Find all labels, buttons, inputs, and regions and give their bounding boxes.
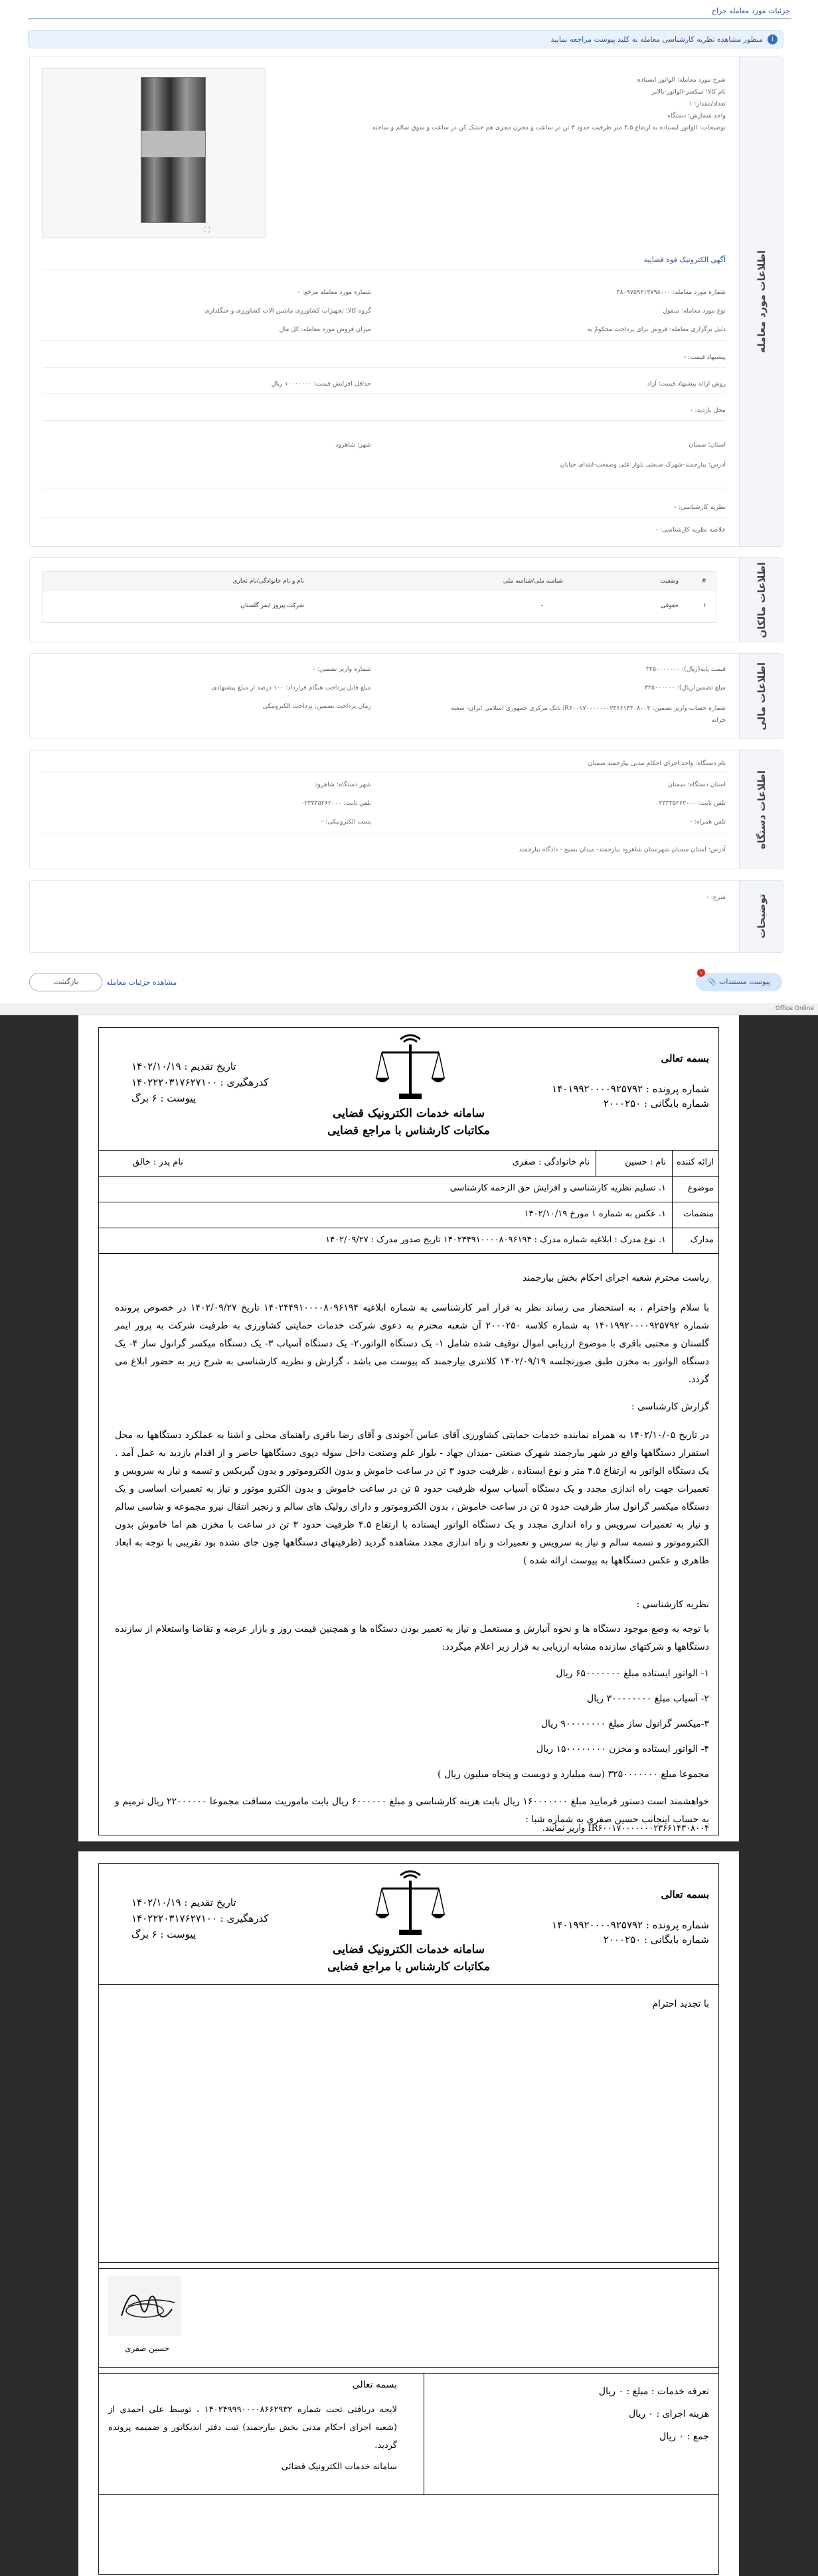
- valuation-item: ۲- آسیاب مبلغ ۳۰۰۰۰۰۰۰۰ ریال: [587, 1693, 709, 1704]
- section-heading: نظریه کارشناسی :: [636, 1599, 709, 1610]
- doc-org: سامانه خدمات الکترونیک قضایی: [332, 1107, 485, 1120]
- item-field: گروه کالا: تجهیزات کشاورزی ماشین آلات کشاورزی و جنگلداری: [204, 307, 371, 315]
- fee-total: جمع : ۰ ریال: [659, 2431, 709, 2442]
- doc-org: سامانه خدمات الکترونیک قضایی: [332, 1943, 485, 1956]
- document-viewer[interactable]: [0, 1015, 818, 2576]
- receipt-text: لایحه دریافتی تحت شماره ۱۴۰۲۴۹۹۹۰۰۰۰۸۶۶۲۹۳۲ ، توسط علی احمدی از (شعبه اجرای احکام مدنی بخش بیارجمند) ثبت دفتر اندیکاتور و ضمیمه پرونده گردید.: [108, 2405, 398, 2451]
- expand-icon[interactable]: ⛶: [204, 226, 210, 234]
- addressee: ریاست محترم شعبه اجرای احکام بخش بیارجمند: [522, 1273, 709, 1283]
- finance-field: شماره حساب واریز تضمین: IR۶۰۰۱۷۰۰۰۰۰۰۰۲۳۶۶۱۴۳۰۸۰۰۴ بانک مرکزی جمهوری اسلامی ایران- شعبه خزانه: [451, 705, 726, 724]
- document-page: [78, 1851, 739, 2576]
- info-alert: [28, 30, 783, 48]
- provider-last-name: نام خانوادگی : صفری: [512, 1157, 590, 1167]
- doc-org2: مکاتبات کارشناس با مراجع قضایی: [327, 1124, 490, 1137]
- execution-cost: هزینه اجرای : ۰ ریال: [629, 2409, 709, 2419]
- table-header: # وضعیت شناسه ملی/شناسه ملی نام و نام خانوادگی/نام تجاری: [42, 572, 716, 591]
- document-page: [78, 1015, 739, 1841]
- item-field: استان: سمنان: [689, 441, 726, 449]
- signature-box: [98, 2268, 719, 2368]
- doc-archive-number: شماره بایگانی : ۲۰۰۰۲۵۰: [603, 1098, 709, 1109]
- unit-field: تلفن ثابت: ۰۲۳۳۳۵۲۶۲۰۰۰: [301, 800, 371, 807]
- valuation-item: ۴- الواتور ایستاده و مخزن ۱۵۰۰۰۰۰۰۰۰ ریال: [536, 1744, 709, 1754]
- item-field: روش ارائه پیشنهاد قیمت: آزاد: [647, 380, 726, 388]
- unit-field: آدرس: استان سمنان شهرستان شاهرود بیارجمند- میدان بسیج - دادگاه بیارجمند: [519, 846, 726, 853]
- item-field: نوع مورد معامله: منقول: [663, 307, 726, 315]
- item-info-sidebar: اطلاعات مورد معامله: [739, 56, 783, 546]
- notes-sidebar: توضیحات: [739, 881, 783, 952]
- subject: ۱. تسلیم نظریه کارشناسی و افزایش حق الزحمه کارشناسی: [450, 1183, 666, 1193]
- doc-case-number: شماره پرونده : ۱۴۰۱۹۹۲۰۰۰۰۹۲۵۷۹۲: [552, 1919, 709, 1931]
- breadcrumb: جزئیات مورد معامله حراج: [711, 7, 790, 15]
- finance-sidebar: اطلاعات مالی: [739, 654, 783, 739]
- doc-date: تاریخ تقدیم : ۱۴۰۲/۱۰/۱۹: [131, 1896, 236, 1908]
- unit-field: استان دستگاه: سمنان: [668, 781, 726, 788]
- finance-card: [29, 653, 783, 739]
- provider-father: نام پدر : خالق: [133, 1157, 183, 1167]
- documents: ۱. نوع مدرک : ابلاغیه شماره مدرک : ۱۴۰۲۴۴۹۱۰۰۰۰۸۰۹۶۱۹۴ تاریخ صدور مدرک : ۱۴۰۲/۰۹/۲۷: [325, 1235, 666, 1245]
- service-fee: تعرفه خدمات : مبلغ : ۰ ریال: [598, 2386, 709, 2397]
- item-field: واحد شمارش: دستگاه: [667, 112, 726, 119]
- ad-link[interactable]: آگهی الکترونیک قوه قضاییه: [643, 255, 726, 264]
- receipt-org: سامانه خدمات الکترونیک قضائی: [282, 2462, 397, 2472]
- owners-sidebar: اطلاعات مالکان: [739, 558, 783, 642]
- paperclip-icon: 📎: [707, 977, 717, 986]
- signer-name: حسین صفری: [125, 2344, 169, 2353]
- item-field: نام کالا: میکسر-الواتور-بالابر: [651, 88, 726, 96]
- item-field: محل بازدید: -: [690, 407, 726, 414]
- item-field: میزان فروش مورد معامله: کل مال: [279, 326, 371, 333]
- item-field: حداقل افزایش قیمت: ۱۰۰۰۰۰۰۰ ریال: [271, 380, 371, 388]
- attachments-button[interactable]: پیوست مستندات 📎: [696, 973, 782, 991]
- closing-box: [98, 1984, 719, 2263]
- item-field: توضیحات: الواتور ایستاده به ارتفاع ۴.۵ متر ظرفیت حدود ۳ تن در ساعت و مخزن مجزی هم خشک کن در ساعت و سوق سالم و ساخته: [372, 124, 726, 131]
- doc-case-number: شماره پرونده : ۱۴۰۱۹۹۲۰۰۰۰۹۲۵۷۹۲: [552, 1083, 709, 1095]
- sheba-number: IR۶۰۰۱۷۰۰۰۰۰۰۰۲۳۶۶۱۴۳۰۸۰۰۴ واریز نمایند.: [542, 1824, 709, 1833]
- row-label: منضمات: [683, 1209, 714, 1219]
- paragraph: با توجه به وضع موجود دستگاه ها و نحوه آنبارش و مستعمل و نیاز به تعمیر بودن دستگاه ها و همچنین قیمت روز و بازار عرضه و تقاضا واستعلام از سازنده دستگاهها و شرکتهای سازنده مشابه ارزیابی به قرار زیر اعلام میگردد:: [115, 1624, 709, 1652]
- owners-table: [42, 571, 716, 623]
- item-image: [141, 77, 206, 223]
- row-label: مدارک: [690, 1235, 714, 1245]
- doc-bism: بسمه تعالی: [661, 1889, 709, 1900]
- item-field: نظریه کارشناسی: -: [674, 504, 726, 511]
- section-heading: گزارش کارشناسی :: [631, 1401, 709, 1412]
- provider-name: نام : حسین: [625, 1157, 666, 1167]
- signature-image: [108, 2276, 181, 2336]
- row-label: موضوع: [687, 1183, 714, 1193]
- item-field: دلیل برگزاری معامله: فروش برای پرداخت محکومٌ به: [587, 326, 726, 333]
- item-field: پیشنهاد قیمت: -: [683, 354, 726, 361]
- closing-greeting: با تجدید احترام: [652, 1999, 709, 2009]
- doc-attach: پیوست : ۶ برگ: [131, 1092, 197, 1104]
- enclosures: ۱. عکس به شماره ۱ مورخ ۱۴۰۲/۱۰/۱۹: [524, 1209, 666, 1219]
- doc-archive-number: شماره بایگانی : ۲۰۰۰۲۵۰: [603, 1934, 709, 1946]
- doc-bism: بسمه تعالی: [661, 1052, 709, 1064]
- receipt-bism: بسمه تعالی: [352, 2380, 397, 2390]
- attachments-badge: ۱: [697, 969, 705, 977]
- table-row: ۱ حقوقی - شرکت پیروز ایمر گلستان: [42, 591, 716, 622]
- doc-date: تاریخ تقدیم : ۱۴۰۲/۱۰/۱۹: [131, 1060, 236, 1072]
- finance-field: قیمت پایه(ریال): ۳۲۵۰۰۰۰۰۰۰: [645, 666, 726, 673]
- unit-sidebar: اطلاعات دستگاه: [739, 751, 783, 869]
- doc-org2: مکاتبات کارشناس با مراجع قضایی: [327, 1960, 490, 1973]
- paragraph: با سلام واحترام ، به استحضار می رساند نظر به قرار امر کارشناسی به شماره ابلاغیه ۱۴۰۲۴۴۹۱۰۰۰۰۸۰۹۶۱۹۴ تاریخ ۱۴۰۲/۰۹/۲۷ در خصوص پرونده شماره ۱۴۰۱۹۹۲۰۰۰۰۹۲۵۷۹۲ به شماره کلاسه ۲۰۰۰۲۵۰ آن شعبه محترم به دعوی شرکت خدمات حمایتی کشاورزی به طرفیت شرکت به پرور ایمر گلستان و مجتبی باقری با موضوع ارزیابی اموال توقیف شده شامل ۱- یک دستگاه الواتور،۲- یک دستگاه آسیاب ۳- یک دستگاه میکسر گرانول ساز ۴- یک دستگاه الواتور به مخزن طبق صورتجلسه ۱۴۰۲/۰۹/۱۹ کلانتری بیارجمند که پیوست می باشد ، گزارش و نظریه کارشناسی به شرح زیر به حضور ابلاغ می گردد.: [115, 1303, 710, 1385]
- valuation-total: مجموعا مبلغ ۳۲۵۰۰۰۰۰۰۰ (سه میلیارد و دویست و پنجاه میلیون ریال ): [437, 1769, 709, 1780]
- item-field: شرح مورد معامله: الواتور ایستاده: [637, 76, 726, 84]
- owners-card: [29, 557, 783, 642]
- finance-field: زمان پرداخت تضمین: پرداخت الکترونیکی: [262, 703, 371, 710]
- item-info-card: [29, 56, 783, 547]
- finance-field: مبلغ قابل پرداخت هنگام قرارداد: ۱۰۰ درصد از مبلغ پیشنهادی: [211, 684, 371, 691]
- item-field: آدرس: بیارجمند-شهرک صنعتی بلوار علی وصفعت-ابتدای خیابان: [560, 461, 726, 468]
- unit-field: نام دستگاه: واحد اجرای احکام مدنی بیارجمند سمنان: [588, 760, 726, 767]
- item-field: شهر: شاهرود: [335, 441, 371, 449]
- notes-field: شرح: -: [706, 894, 726, 901]
- viewer-toolbar: Office Online: [0, 1003, 818, 1015]
- info-icon: i: [768, 35, 777, 44]
- valuation-item: ۳-میکسر گرانول ساز مبلغ ۹۰۰۰۰۰۰۰۰ ریال: [540, 1719, 709, 1729]
- notes-card: [29, 880, 783, 953]
- unit-field: تلفن همراه: -: [690, 818, 726, 825]
- alert-text: منظور مشاهده نظریه کارشناسی معامله به کلید پیوست مراجعه نمایید: [550, 35, 763, 44]
- doc-attach: پیوست : ۶ برگ: [131, 1928, 197, 1940]
- doc-tracking: کدرهگیری : ۱۴۰۲۲۲۰۳۱۷۶۲۷۱۰۰: [131, 1076, 269, 1088]
- item-field: شماره مورد معامله مرجع: -: [297, 289, 371, 296]
- item-photo[interactable]: [42, 68, 266, 238]
- item-field: خلاصه نظریه کارشناسی: -: [655, 526, 726, 534]
- paragraph: در تاریخ ۱۴۰۲/۱۰/۰۵ به همراه نماینده خدمات حمایتی کشاورزی آقای عباس آخوندی و آقای رضا باقری راهنمای محلی و اشنا به عملکرد دستگاهها به محل استقرار دستگاهها واقع در شهر بیارجمند شهرک صنعتی -میدان جهاد - بلوار علم وصنعت داخل سوله دپوی دستگاهها حاضر و از اقدام بازدید به عمل آمد . یک دستگاه الواتور به ارتفاع ۴.۵ متر و نوع ایستاده ، ظرفیت حدود ۳ تن در ساعت خاموش و بدون الکتروموتور و بدون گیربکس و تسمه و نیاز به سرویس و تعمیرات جهت راه اندازی مجدد و یک دستگاه آسیاب سوله ظرفیت حدود ۵ تن در ساعت خاموش و بدون الکترو موتور و نیاز به تعمیرات اساسی و یک دستگاه میکسر گرانول ساز ظرفیت حدود ۵ تن در ساعت خاموش ، بدون الکتروموتور و دارای رولیک های سالم و زنجیر انتقال نیرو مجموعه و شاسی سالم و نیاز به تعمیرات سرویس و راه اندازی مجدد و یک دستگاه الواتور ایستاده با ارتفاع ۴.۵ ظرفیت حدود ۳ تن در ساعت با مخزن هم اما خاموش بدون الکتروموتور و تسمه سالم و نیاز به سرویس و تعمیرات و راه اندازی مجدد مشاهده گردید (ظرفیتهای دستگاهها چون جای نشده بود تقریبی با توجه به ابعاد ظاهری و عکس دستگاهها به پیوست ارائه شده ): [115, 1430, 709, 1566]
- back-button[interactable]: بازگشت: [29, 973, 102, 991]
- row-label: ارائه کننده: [677, 1157, 714, 1167]
- valuation-item: ۱- الواتور ایستاده مبلغ ۶۵۰۰۰۰۰۰۰ ریال: [556, 1668, 709, 1679]
- finance-field: مبلغ تضمین(ریال): ۳۲۵۰۰۰۰۰۰: [644, 684, 726, 691]
- doc-tracking: کدرهگیری : ۱۴۰۲۲۲۰۳۱۷۶۲۷۱۰۰: [131, 1912, 269, 1924]
- item-field: شماره مورد معامله: ۳۸۰۹۷۵۹۶۱۳۷۹۸۰۰۰: [616, 289, 726, 296]
- unit-field: پست الکترونیکی: -: [321, 818, 371, 825]
- deal-details-page: [0, 0, 818, 1002]
- paragraph: خواهشمند است دستور فرمایید مبلغ ۱۶۰۰۰۰۰۰۰ ریال بابت هزینه کارشناسی و مبلغ ۶۰۰۰۰۰۰ ریال بابت ماموریت مسافت مجموعا ۲۲۰۰۰۰۰۰ ریال ترمیم و به حساب اینجانب حسین صفری به شماره شبا :: [115, 1796, 710, 1825]
- deal-details-link[interactable]: مشاهده جزئیات معامله: [106, 978, 177, 987]
- finance-field: شماره واریز تضمین: -: [313, 666, 371, 673]
- justice-scale-logo: [374, 1030, 447, 1103]
- unit-field: تلفن ثابت: ۰۲۳۳۳۵۲۶۲۰۰۰: [655, 800, 726, 807]
- justice-scale-logo: [374, 1866, 447, 1939]
- unit-card: [29, 750, 783, 869]
- unit-field: شهر دستگاه: شاهرود: [315, 781, 371, 788]
- item-field: تعداد/مقدار: ۱: [689, 100, 726, 107]
